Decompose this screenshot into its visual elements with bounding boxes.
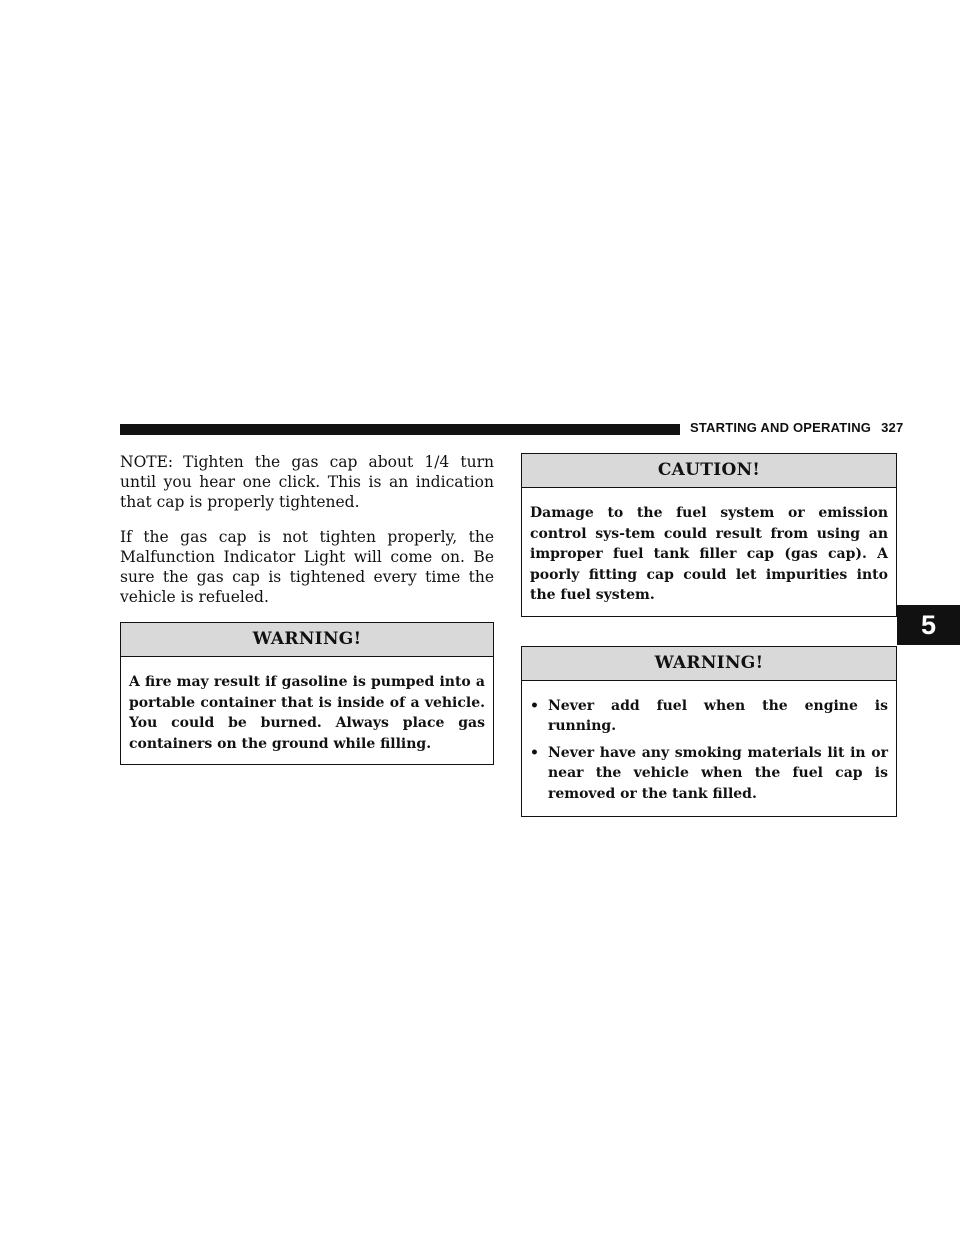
gas-cap-paragraph: If the gas cap is not tighten properly, the Malfunction Indicator Light will come on. Be sure the gas cap is tightened every time the vehicle is refueled. bbox=[120, 528, 494, 606]
running-header bbox=[690, 420, 903, 435]
left-column bbox=[120, 452, 494, 765]
warning-body bbox=[522, 681, 896, 817]
list-item-text: Never add fuel when the engine is running. bbox=[548, 697, 888, 734]
warning-box bbox=[120, 622, 494, 765]
right-column bbox=[521, 453, 897, 817]
note-text: Tighten the gas cap about 1/4 turn until you hear one click. This is an indication that cap is properly tightened. bbox=[120, 453, 494, 511]
header-rule bbox=[120, 424, 680, 435]
caution-text: Damage to the fuel system or emission control sys-tem could result from using an improper fuel tank filler cap (gas cap). A poorly fitting cap could let impurities into the fuel system. bbox=[530, 505, 888, 603]
warning-list bbox=[530, 696, 888, 805]
bullet-icon: • bbox=[530, 697, 539, 714]
note-label: NOTE: bbox=[120, 453, 174, 471]
warning-title: WARNING! bbox=[121, 623, 493, 657]
list-item bbox=[530, 696, 888, 737]
caution-box bbox=[521, 453, 897, 617]
page-number: 327 bbox=[881, 420, 904, 435]
chapter-tab: 5 bbox=[897, 605, 960, 645]
caution-title: CAUTION! bbox=[522, 454, 896, 488]
bullet-icon: • bbox=[530, 744, 539, 761]
warning-box-fuel bbox=[521, 646, 897, 818]
list-item-text: Never have any smoking materials lit in or near the vehicle when the fuel cap is removed or the tank filled. bbox=[548, 744, 888, 802]
warning-title: WARNING! bbox=[522, 647, 896, 681]
list-item bbox=[530, 743, 888, 805]
warning-body bbox=[121, 657, 493, 764]
warning-text: A fire may result if gasoline is pumped into a portable container that is inside of a vehicle. You could be burned. Always place gas containers on the ground while filling. bbox=[129, 674, 485, 752]
note-paragraph bbox=[120, 452, 494, 512]
section-title: STARTING AND OPERATING bbox=[690, 420, 872, 435]
caution-body bbox=[522, 488, 896, 616]
